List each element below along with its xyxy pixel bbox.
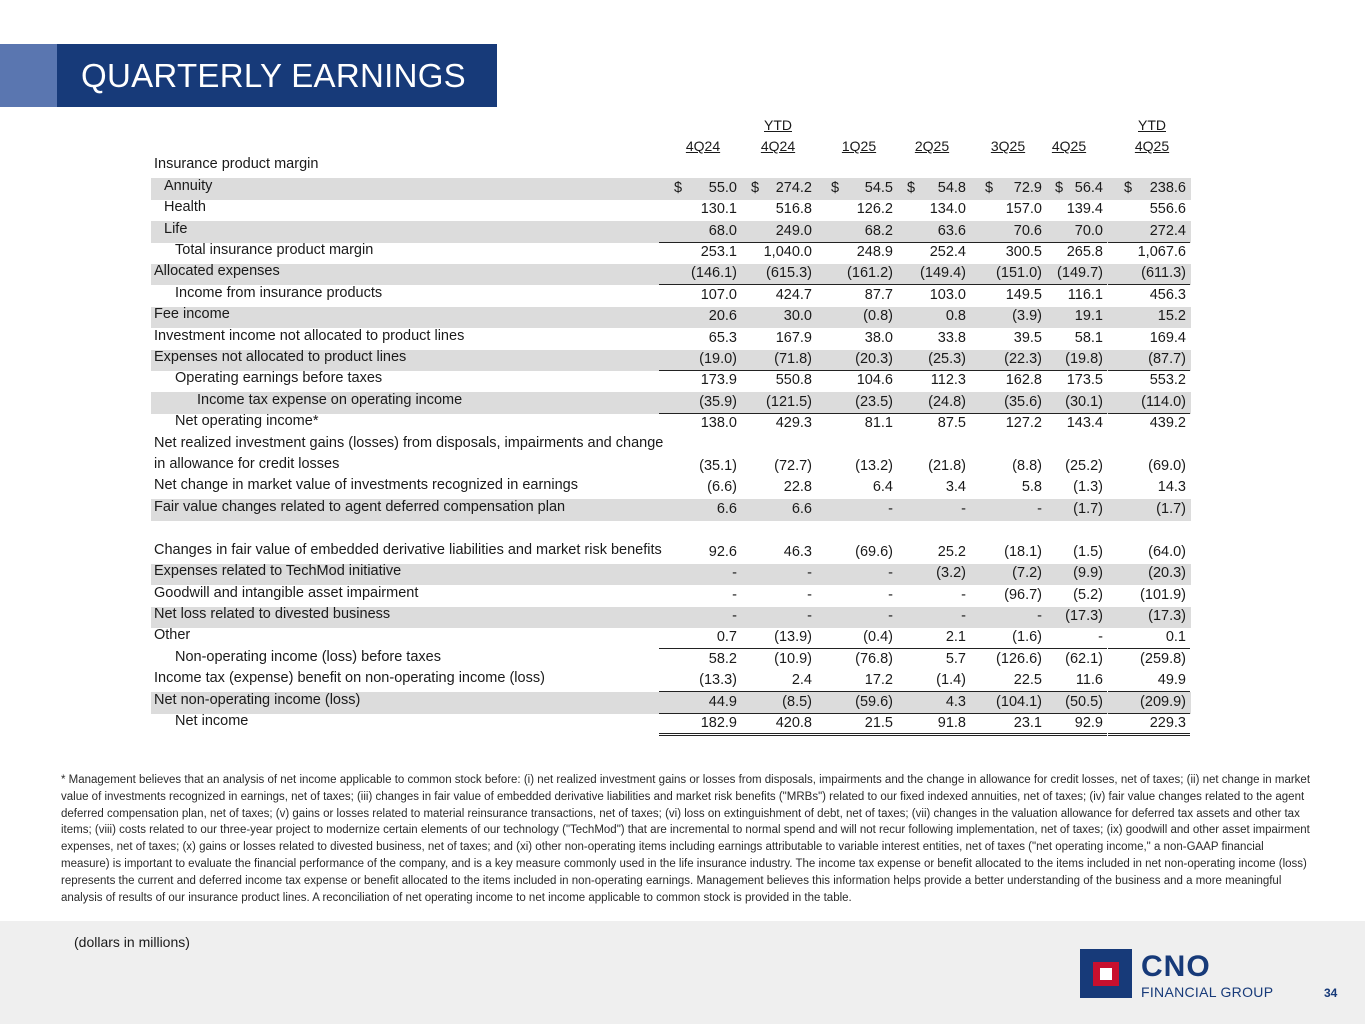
- table-cell: -: [888, 586, 893, 603]
- table-cell: 46.3: [783, 543, 812, 560]
- table-cell: 104.6: [856, 372, 893, 389]
- row-label: Net change in market value of investments recognized in earnings: [154, 477, 578, 494]
- table-cell: 21.5: [819, 715, 893, 732]
- table-cell: (1.4): [892, 672, 966, 689]
- table-cell: (0.4): [819, 629, 893, 646]
- table-cell: 58.2: [708, 650, 737, 667]
- dollar-sign: $: [985, 179, 994, 196]
- title-bar: [57, 44, 497, 107]
- table-cell: (1.7): [1156, 500, 1186, 517]
- table-cell: 70.6: [968, 223, 1042, 240]
- table-cell: 107.0: [700, 286, 737, 303]
- table-cell: 19.1: [1074, 308, 1103, 325]
- row-label: Allocated expenses: [154, 263, 280, 280]
- row-label: Expenses related to TechMod initiative: [154, 563, 402, 580]
- table-cell: (615.3): [738, 265, 812, 282]
- table-cell: 130.1: [700, 201, 737, 218]
- table-cell: 56.4: [1074, 179, 1103, 196]
- table-cell: 112.3: [930, 372, 966, 389]
- table-cell: -: [807, 586, 812, 603]
- table-cell: 92.6: [708, 543, 737, 560]
- table-cell: 5.7: [945, 650, 966, 667]
- logo-subtitle: FINANCIAL GROUP: [1141, 984, 1274, 1000]
- table-cell: 149.5: [1005, 286, 1042, 303]
- row-label: Net non-operating income (loss): [154, 691, 361, 708]
- table-cell: -: [732, 586, 737, 603]
- table-cell: 6.4: [872, 479, 893, 496]
- row-label: Other: [154, 627, 191, 644]
- table-cell: 265.8: [1066, 243, 1103, 260]
- table-cell: 456.3: [1149, 286, 1186, 303]
- table-cell: 49.9: [1112, 672, 1186, 689]
- row-label: Fee income: [154, 306, 230, 323]
- table-cell: (23.5): [819, 394, 893, 411]
- table-cell: 3.4: [945, 479, 966, 496]
- table-cell: 44.9: [663, 694, 737, 711]
- table-cell: 300.5: [1005, 243, 1042, 260]
- table-cell: (149.7): [1029, 265, 1103, 282]
- table-cell: 550.8: [775, 372, 812, 389]
- table-header: 4Q24 YTD 4Q24 1Q25 2Q25 3Q25 4Q25 YTD 4Q25: [685, 117, 1170, 154]
- title-accent-block: [0, 44, 57, 107]
- table-cell: 92.9: [1029, 715, 1103, 732]
- table-cell: (62.1): [1065, 650, 1103, 667]
- table-cell: 33.8: [937, 329, 966, 346]
- table-cell: (146.1): [663, 265, 737, 282]
- table-cell: (3.9): [1012, 308, 1042, 325]
- table-cell: 139.4: [1066, 201, 1103, 218]
- table-cell: 1,040.0: [763, 243, 812, 260]
- table-cell: 0.1: [1112, 629, 1186, 646]
- table-cell: (114.0): [1112, 394, 1186, 411]
- table-cell: (87.7): [1112, 351, 1186, 368]
- table-cell: 30.0: [783, 308, 812, 325]
- table-cell: (50.5): [1029, 694, 1103, 711]
- table-cell: 22.5: [968, 672, 1042, 689]
- page-number: 34: [1324, 986, 1338, 1000]
- row-label: Non-operating income (loss) before taxes: [175, 648, 441, 665]
- table-cell: 14.3: [1157, 479, 1186, 496]
- table-cell: -: [888, 500, 893, 517]
- table-cell: (6.6): [707, 479, 737, 496]
- table-cell: 553.2: [1149, 372, 1186, 389]
- table-row: [151, 499, 1191, 520]
- row-label: Fair value changes related to agent deferred compensation plan: [154, 498, 566, 515]
- table-cell: (20.3): [1148, 565, 1186, 582]
- table-cell: -: [807, 608, 812, 625]
- table-cell: (209.9): [1112, 694, 1186, 711]
- table-cell: 23.1: [968, 715, 1042, 732]
- table-cell: 238.6: [1149, 179, 1186, 196]
- table-cell: 2.4: [738, 672, 812, 689]
- dollar-sign: $: [1124, 179, 1133, 196]
- table-cell: 138.0: [700, 415, 737, 432]
- table-cell: (71.8): [738, 351, 812, 368]
- table-cell: (13.9): [738, 629, 812, 646]
- table-cell: (8.8): [1012, 458, 1042, 475]
- row-label: Income tax expense on operating income: [197, 391, 463, 408]
- table-cell: (149.4): [892, 265, 966, 282]
- table-row: [151, 435, 1191, 478]
- table-cell: 39.5: [1013, 329, 1042, 346]
- table-cell: 424.7: [775, 286, 812, 303]
- table-cell: (0.8): [863, 308, 893, 325]
- table-cell: 4.3: [892, 694, 966, 711]
- table-cell: 20.6: [708, 308, 737, 325]
- table-cell: 134.0: [929, 201, 966, 218]
- table-cell: 54.8: [937, 179, 966, 196]
- earnings-table: [151, 113, 1191, 735]
- table-cell: (96.7): [1004, 586, 1042, 603]
- row-label: Health: [164, 199, 206, 216]
- table-cell: -: [888, 608, 893, 625]
- table-cell: (69.6): [855, 543, 893, 560]
- table-row: [151, 521, 1191, 564]
- table-cell: 2.1: [892, 629, 966, 646]
- table-cell: 72.9: [1013, 179, 1042, 196]
- table-cell: 87.7: [864, 286, 893, 303]
- table-cell: (13.3): [663, 672, 737, 689]
- footnote: * Management believes that an analysis of net income applicable to common stock before: (i) net realized investment gains or losses from disposals, impairments and the change in allowance for credit losses, net of taxes; (ii) net change in market value of investments recognized in earnings, net of taxes; (iii) changes in fair value of embedded derivative liabilities and market risk benefits ("MRBs") related to our fixed indexed annuities, net of taxes; (iv) fair value changes related to the agent deferred compensation plan, net of taxes; (v) gains or losses related to material reinsurance transactions, net of taxes; (vi) loss on extinguishment of debt, net of taxes; (vii) changes in the valuation allowance for deferred tax assets and other tax items; (viii) costs related to our three-year project to modernize certain elements of our technology ("TechMod") that are incremental to normal spend and will not recur following implementation, net of taxes; (ix) goodwill and other asset impairment expenses, net of taxes; (x) gains or losses related to divested business, net of taxes; and (xi) other non-operating items including earnings attributable to variable interest entities, net of taxes ("net operating income," a non-GAAP financial measure) is important to evaluate the financial performance of the company, and is a key measure commonly used in the life insurance industry. The income tax expense or benefit allocated to the items included in net non-operating income (loss) represents the current and deferred income tax expense or benefit allocated to the items included in non-operating earnings. Management believes this information helps provide a better understanding of the business and a more meaningful analysis of results of our insurance product lines. A reconciliation of net operating income to net income applicable to common stock is provided in the table.: [61, 774, 1311, 904]
- table-cell: (8.5): [738, 694, 812, 711]
- table-cell: 81.1: [864, 415, 893, 432]
- table-cell: (30.1): [1029, 394, 1103, 411]
- table-cell: 556.6: [1149, 201, 1186, 218]
- table-row: [151, 414, 1191, 435]
- table-cell: 58.1: [1074, 329, 1103, 346]
- table-cell: (1.5): [1073, 543, 1103, 560]
- table-cell: 0.7: [663, 629, 737, 646]
- table-cell: (19.0): [663, 351, 737, 368]
- table-cell: -: [807, 565, 812, 582]
- table-cell: (104.1): [968, 694, 1042, 711]
- row-label: Annuity: [164, 177, 213, 194]
- row-label: Expenses not allocated to product lines: [154, 348, 407, 365]
- table-cell: -: [961, 608, 966, 625]
- table-cell: (10.9): [774, 650, 812, 667]
- row-label: Changes in fair value of embedded derivative liabilities and market risk benefits: [154, 541, 662, 558]
- row-label: Operating earnings before taxes: [175, 370, 383, 387]
- table-cell: 143.4: [1066, 415, 1103, 432]
- row-label: Life: [164, 220, 188, 237]
- table-cell: 91.8: [892, 715, 966, 732]
- table-cell: 103.0: [929, 286, 966, 303]
- row-label: Goodwill and intangible asset impairment: [154, 584, 419, 601]
- table-cell: 22.8: [783, 479, 812, 496]
- table-cell: (24.8): [892, 394, 966, 411]
- table-cell: 127.2: [1005, 415, 1042, 432]
- row-label: Insurance product margin: [154, 156, 319, 173]
- dollar-sign: $: [751, 179, 760, 196]
- table-cell: 274.2: [775, 179, 812, 196]
- dollar-sign: $: [674, 179, 683, 196]
- table-cell: 38.0: [864, 329, 893, 346]
- table-cell: 173.5: [1066, 372, 1103, 389]
- table-cell: (21.8): [928, 458, 966, 475]
- table-cell: 252.4: [929, 243, 966, 260]
- table-cell: (611.3): [1112, 265, 1186, 282]
- table-cell: 1,067.6: [1137, 243, 1186, 260]
- table-cell: 6.6: [791, 500, 812, 517]
- table-cell: 420.8: [738, 715, 812, 732]
- table-cell: (17.3): [1065, 608, 1103, 625]
- table-cell: (22.3): [968, 351, 1042, 368]
- table-cell: -: [732, 608, 737, 625]
- table-cell: (17.3): [1148, 608, 1186, 625]
- table-cell: 167.9: [775, 329, 812, 346]
- table-cell: 229.3: [1112, 715, 1186, 732]
- table-cell: 5.8: [1021, 479, 1042, 496]
- table-cell: 63.6: [892, 223, 966, 240]
- table-cell: 70.0: [1029, 223, 1103, 240]
- table-cell: (126.6): [996, 650, 1042, 667]
- table-cell: 25.2: [937, 543, 966, 560]
- table-cell: 157.0: [1005, 201, 1042, 218]
- table-cell: (35.6): [968, 394, 1042, 411]
- table-cell: (121.5): [738, 394, 812, 411]
- table-cell: (161.2): [819, 265, 893, 282]
- table-cell: (35.1): [699, 458, 737, 475]
- table-cell: (25.2): [1065, 458, 1103, 475]
- table-cell: (25.3): [892, 351, 966, 368]
- table-cell: 126.2: [856, 201, 893, 218]
- table-cell: -: [961, 586, 966, 603]
- table-cell: 15.2: [1157, 308, 1186, 325]
- table-cell: (69.0): [1148, 458, 1186, 475]
- table-cell: 272.4: [1112, 223, 1186, 240]
- row-label: Income from insurance products: [175, 284, 383, 301]
- table-cell: -: [732, 565, 737, 582]
- table-cell: (5.2): [1073, 586, 1103, 603]
- table-cell: 54.5: [864, 179, 893, 196]
- table-cell: (13.2): [855, 458, 893, 475]
- table-cell: 162.8: [1005, 372, 1042, 389]
- table-cell: 68.2: [819, 223, 893, 240]
- row-label: Net operating income*: [175, 413, 319, 430]
- table-cell: 248.9: [856, 243, 893, 260]
- table-cell: 169.4: [1149, 329, 1186, 346]
- table-cell: (9.9): [1073, 565, 1103, 582]
- table-cell: 429.3: [775, 415, 812, 432]
- units-note: (dollars in millions): [74, 934, 190, 950]
- table-cell: (1.3): [1073, 479, 1103, 496]
- table-cell: -: [1037, 608, 1042, 625]
- row-label: Income tax (expense) benefit on non-operating income (loss): [154, 670, 545, 687]
- logo-name: CNO: [1141, 950, 1211, 983]
- table-cell: (259.8): [1140, 650, 1186, 667]
- dollar-sign: $: [831, 179, 840, 196]
- table-cell: -: [1029, 629, 1103, 646]
- row-label: Net income: [175, 712, 249, 729]
- table-cell: 182.9: [663, 715, 737, 732]
- table-cell: -: [1037, 500, 1042, 517]
- table-cell: (64.0): [1148, 543, 1186, 560]
- row-label: Net loss related to divested business: [154, 606, 391, 623]
- table-cell: (59.6): [819, 694, 893, 711]
- table-cell: 11.6: [1029, 672, 1103, 689]
- table-cell: (101.9): [1140, 586, 1186, 603]
- table-cell: -: [888, 565, 893, 582]
- table-cell: 173.9: [700, 372, 737, 389]
- table-cell: 253.1: [700, 243, 737, 260]
- row-label: Net realized investment gains (losses) from disposals, impairments and change in allowance for credit losses: [154, 435, 664, 473]
- table-cell: (20.3): [819, 351, 893, 368]
- table-cell: 439.2: [1149, 415, 1186, 432]
- row-label: Total insurance product margin: [175, 241, 374, 258]
- row-label: Investment income not allocated to product lines: [154, 327, 465, 344]
- table-cell: 116.1: [1067, 286, 1103, 303]
- table-cell: (3.2): [936, 565, 966, 582]
- table-body: [151, 157, 1191, 735]
- table-cell: (151.0): [968, 265, 1042, 282]
- table-cell: 87.5: [937, 415, 966, 432]
- table-cell: 65.3: [708, 329, 737, 346]
- dollar-sign: $: [907, 179, 916, 196]
- table-cell: (72.7): [774, 458, 812, 475]
- table-cell: (76.8): [855, 650, 893, 667]
- table-cell: 6.6: [716, 500, 737, 517]
- table-cell: 249.0: [738, 223, 812, 240]
- table-row: [151, 714, 1191, 735]
- cno-logo-icon: [1080, 949, 1132, 998]
- table-cell: -: [961, 500, 966, 517]
- table-cell: (35.9): [663, 394, 737, 411]
- table-cell: (18.1): [1004, 543, 1042, 560]
- table-cell: (1.6): [968, 629, 1042, 646]
- table-cell: 0.8: [945, 308, 966, 325]
- table-cell: (7.2): [1012, 565, 1042, 582]
- table-cell: 68.0: [663, 223, 737, 240]
- table-cell: (19.8): [1029, 351, 1103, 368]
- table-cell: 55.0: [708, 179, 737, 196]
- page-title: QUARTERLY EARNINGS: [81, 57, 466, 94]
- table-cell: 516.8: [775, 201, 812, 218]
- table-cell: (1.7): [1073, 500, 1103, 517]
- dollar-sign: $: [1055, 179, 1064, 196]
- table-cell: 17.2: [819, 672, 893, 689]
